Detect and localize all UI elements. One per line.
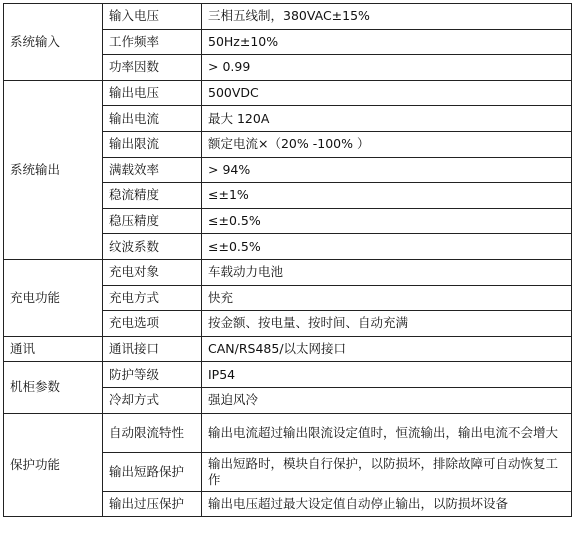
param-cell: 输出短路保护 [103, 452, 202, 491]
category-cell: 机柜参数 [4, 362, 103, 413]
table-row [4, 4, 572, 30]
value-cell: 车载动力电池 [202, 259, 572, 285]
value-cell: IP54 [202, 362, 572, 388]
param-cell: 充电对象 [103, 259, 202, 285]
value-cell: ≤±1% [202, 183, 572, 209]
param-cell: 输出限流 [103, 131, 202, 157]
param-cell: 功率因数 [103, 55, 202, 81]
param-cell: 输出电压 [103, 80, 202, 106]
value-cell: 输出电流超过输出限流设定值时，恒流输出，输出电流不会增大 [202, 413, 572, 452]
category-cell: 保护功能 [4, 413, 103, 517]
value-cell: 输出电压超过最大设定值自动停止输出，以防损坏设备 [202, 491, 572, 517]
value-cell: > 94% [202, 157, 572, 183]
value-cell: ≤±0.5% [202, 208, 572, 234]
param-cell: 冷却方式 [103, 387, 202, 413]
value-cell: 额定电流×（20% -100% ） [202, 131, 572, 157]
value-cell: 500VDC [202, 80, 572, 106]
param-cell: 防护等级 [103, 362, 202, 388]
param-cell: 工作频率 [103, 29, 202, 55]
value-cell: 最大 120A [202, 106, 572, 132]
value-cell: > 0.99 [202, 55, 572, 81]
param-cell: 稳压精度 [103, 208, 202, 234]
param-cell: 稳流精度 [103, 183, 202, 209]
table-row [4, 80, 572, 106]
value-cell: 50Hz±10% [202, 29, 572, 55]
param-cell: 充电选项 [103, 311, 202, 337]
table-row [4, 336, 572, 362]
category-cell: 充电功能 [4, 259, 103, 336]
value-cell: 按金额、按电量、按时间、自动充满 [202, 311, 572, 337]
value-cell: ≤±0.5% [202, 234, 572, 260]
category-cell: 系统输入 [4, 4, 103, 81]
value-cell: 快充 [202, 285, 572, 311]
value-cell: 强迫风冷 [202, 387, 572, 413]
category-cell: 通讯 [4, 336, 103, 362]
table-row [4, 259, 572, 285]
category-cell: 系统输出 [4, 80, 103, 259]
param-cell: 输出过压保护 [103, 491, 202, 517]
value-cell: 三相五线制，380VAC±15% [202, 4, 572, 30]
param-cell: 输入电压 [103, 4, 202, 30]
param-cell: 输出电流 [103, 106, 202, 132]
value-cell: 输出短路时，模块自行保护，以防损坏，排除故障可自动恢复工作 [202, 452, 572, 491]
table-row [4, 362, 572, 388]
table-row [4, 413, 572, 452]
param-cell: 满载效率 [103, 157, 202, 183]
param-cell: 自动限流特性 [103, 413, 202, 452]
param-cell: 纹波系数 [103, 234, 202, 260]
param-cell: 充电方式 [103, 285, 202, 311]
spec-table [3, 3, 572, 517]
param-cell: 通讯接口 [103, 336, 202, 362]
value-cell: CAN/RS485/以太网接口 [202, 336, 572, 362]
